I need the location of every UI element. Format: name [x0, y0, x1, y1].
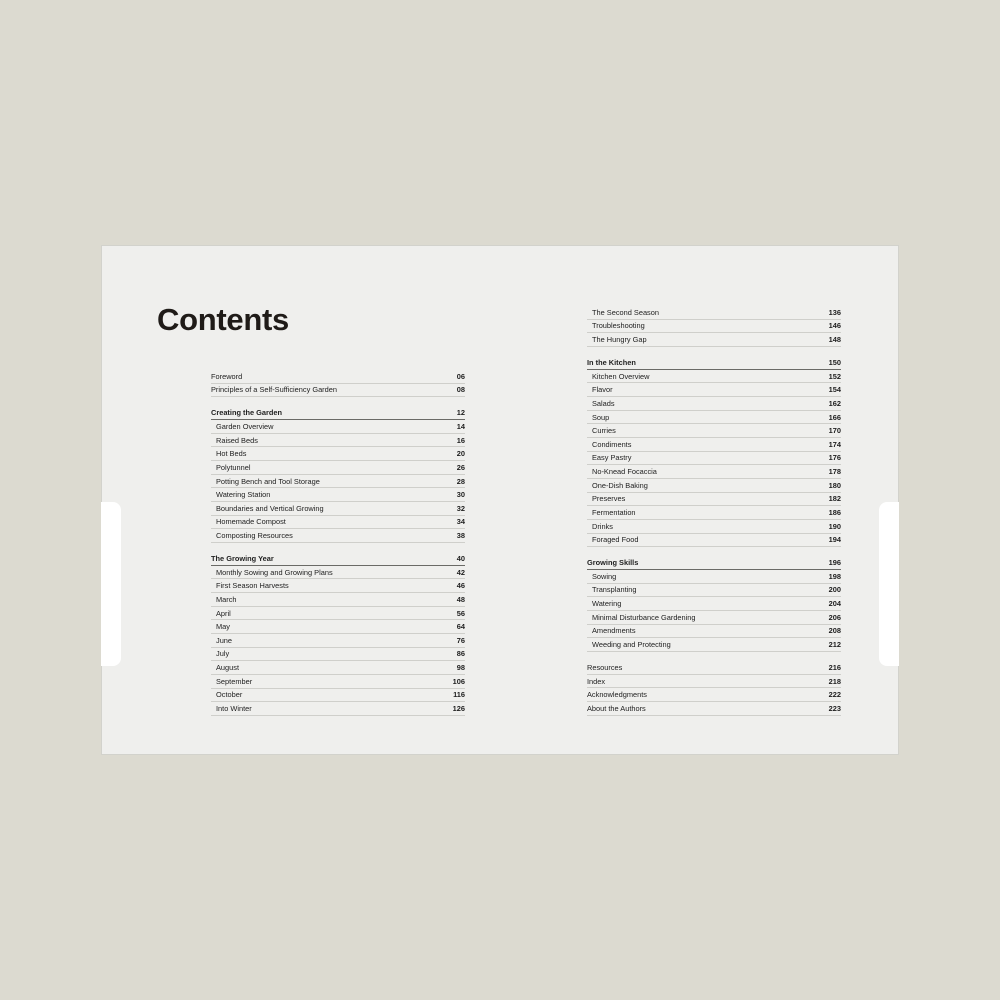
toc-page-number: 12 — [456, 408, 465, 418]
toc-column-left — [211, 370, 465, 716]
toc-page-number: 170 — [828, 426, 841, 436]
toc-page-number: 154 — [828, 385, 841, 395]
toc-entry[interactable] — [211, 566, 465, 580]
toc-entry[interactable] — [211, 593, 465, 607]
page-edge-tab-right — [879, 502, 899, 666]
toc-entry-label: Monthly Sowing and Growing Plans — [216, 567, 333, 577]
toc-entry-label: Foraged Food — [592, 535, 639, 545]
toc-page-number: 42 — [456, 567, 465, 577]
toc-page-number: 212 — [828, 640, 841, 650]
toc-entry[interactable] — [587, 584, 841, 598]
toc-entry-label: Amendments — [592, 626, 636, 636]
toc-entry-label: Preserves — [592, 494, 626, 504]
toc-entry[interactable] — [211, 702, 465, 716]
toc-entry[interactable] — [211, 516, 465, 530]
toc-entry-label: Sowing — [592, 571, 617, 581]
toc-entry-label: One-Dish Baking — [592, 480, 648, 490]
toc-page-number: 48 — [456, 594, 465, 604]
toc-entry[interactable] — [211, 661, 465, 675]
section-gap — [587, 347, 841, 356]
toc-entry[interactable] — [587, 479, 841, 493]
toc-page-number: 76 — [456, 635, 465, 645]
toc-entry[interactable] — [587, 702, 841, 716]
toc-page-number: 28 — [456, 476, 465, 486]
toc-entry[interactable] — [211, 420, 465, 434]
toc-entry-label: Into Winter — [216, 704, 252, 714]
toc-page-number: 38 — [456, 531, 465, 541]
toc-entry[interactable] — [211, 475, 465, 489]
toc-entry-label: August — [216, 663, 240, 673]
toc-entry-label: Fermentation — [592, 508, 636, 518]
page-edge-tab-left — [101, 502, 121, 666]
toc-entry[interactable] — [587, 597, 841, 611]
toc-section-heading[interactable] — [211, 552, 465, 566]
toc-entry-label: Creating the Garden — [211, 408, 283, 418]
toc-page-number: 26 — [456, 462, 465, 472]
toc-section-heading[interactable] — [587, 356, 841, 370]
toc-entry[interactable] — [211, 370, 465, 384]
toc-page-number: 06 — [456, 371, 465, 381]
toc-entry-label: Minimal Disturbance Gardening — [592, 612, 696, 622]
toc-entry-label: Index — [587, 676, 606, 686]
toc-page-number: 176 — [828, 453, 841, 463]
toc-page-number: 150 — [828, 357, 841, 367]
toc-entry[interactable] — [211, 634, 465, 648]
toc-entry-label: July — [216, 649, 230, 659]
toc-entry[interactable] — [587, 675, 841, 689]
toc-entry-label: Salads — [592, 398, 615, 408]
toc-entry-label: Drinks — [592, 521, 613, 531]
toc-entry[interactable] — [211, 529, 465, 543]
toc-entry-label: Soup — [592, 412, 610, 422]
toc-entry-label: Potting Bench and Tool Storage — [216, 476, 320, 486]
toc-entry-label: June — [216, 635, 233, 645]
toc-page-number: 116 — [453, 690, 465, 700]
toc-page-number: 46 — [456, 581, 465, 591]
toc-page-number: 196 — [828, 558, 841, 568]
toc-entry[interactable] — [587, 333, 841, 347]
toc-entry[interactable] — [211, 675, 465, 689]
toc-entry[interactable] — [587, 320, 841, 334]
toc-section-heading[interactable] — [587, 556, 841, 570]
toc-entry[interactable] — [211, 447, 465, 461]
toc-entry-label: Easy Pastry — [592, 453, 632, 463]
toc-entry[interactable] — [211, 689, 465, 703]
toc-page-number: 98 — [456, 663, 465, 673]
toc-entry-label: The Second Season — [592, 307, 659, 317]
toc-page-number: 146 — [828, 321, 841, 331]
toc-entry[interactable] — [211, 648, 465, 662]
toc-page-number: 86 — [456, 649, 465, 659]
toc-entry[interactable] — [587, 688, 841, 702]
toc-page-number: 222 — [828, 690, 841, 700]
toc-entry-label: The Growing Year — [211, 553, 274, 563]
toc-entry-label: Curries — [592, 426, 616, 436]
toc-page-number: 223 — [828, 703, 841, 713]
toc-entry-label: April — [216, 608, 231, 618]
toc-entry[interactable] — [587, 306, 841, 320]
toc-entry[interactable] — [211, 384, 465, 398]
toc-page-number: 64 — [456, 622, 465, 632]
toc-page-number: 206 — [828, 612, 841, 622]
toc-entry[interactable] — [587, 397, 841, 411]
toc-page-number: 186 — [828, 508, 841, 518]
toc-page-number: 08 — [456, 385, 465, 395]
toc-page-number: 40 — [456, 553, 465, 563]
toc-entry[interactable] — [587, 638, 841, 652]
toc-page-number: 178 — [828, 467, 841, 477]
toc-page-number: 14 — [456, 421, 465, 431]
toc-entry-label: Troubleshooting — [592, 321, 645, 331]
toc-entry[interactable] — [211, 579, 465, 593]
toc-entry-label: March — [216, 594, 237, 604]
toc-entry[interactable] — [587, 520, 841, 534]
toc-entry-label: In the Kitchen — [587, 357, 636, 367]
section-gap — [587, 547, 841, 556]
toc-entry[interactable] — [211, 461, 465, 475]
toc-entry[interactable] — [587, 611, 841, 625]
toc-page-number: 34 — [456, 517, 465, 527]
toc-entry[interactable] — [587, 506, 841, 520]
toc-entry[interactable] — [587, 493, 841, 507]
toc-entry-label: October — [216, 690, 243, 700]
toc-entry[interactable] — [587, 424, 841, 438]
toc-entry-label: Hot Beds — [216, 449, 247, 459]
toc-page-number: 56 — [456, 608, 465, 618]
toc-entry[interactable] — [587, 383, 841, 397]
toc-entry[interactable] — [211, 502, 465, 516]
toc-page-number: 180 — [828, 480, 841, 490]
toc-entry[interactable] — [587, 570, 841, 584]
toc-entry[interactable] — [587, 661, 841, 675]
toc-page-number: 16 — [456, 435, 465, 445]
toc-entry-label: Kitchen Overview — [592, 371, 650, 381]
toc-entry[interactable] — [587, 411, 841, 425]
toc-entry[interactable] — [211, 607, 465, 621]
toc-page-number: 126 — [452, 704, 465, 714]
toc-page-number: 218 — [828, 676, 841, 686]
toc-page-number: 136 — [828, 307, 841, 317]
toc-entry-label: September — [216, 676, 253, 686]
toc-column-right — [587, 306, 841, 716]
toc-section-heading[interactable] — [211, 406, 465, 420]
toc-entry-label: Foreword — [211, 371, 243, 381]
toc-entry-label: Boundaries and Vertical Growing — [216, 503, 324, 513]
toc-entry-label: Composting Resources — [216, 531, 293, 541]
toc-entry-label: Homemade Compost — [216, 517, 286, 527]
toc-entry-label: Flavor — [592, 385, 613, 395]
toc-page-number: 148 — [828, 335, 841, 345]
toc-entry-label: Growing Skills — [587, 558, 639, 568]
section-gap — [211, 543, 465, 552]
toc-entry[interactable] — [211, 620, 465, 634]
toc-page-number: 204 — [828, 599, 841, 609]
toc-entry[interactable] — [587, 370, 841, 384]
toc-entry-label: No-Knead Focaccia — [592, 467, 657, 477]
toc-page-number: 166 — [828, 412, 841, 422]
toc-page-number: 30 — [456, 490, 465, 500]
toc-entry-label: Watering Station — [216, 490, 271, 500]
toc-entry-label: Raised Beds — [216, 435, 258, 445]
toc-entry[interactable] — [587, 534, 841, 548]
toc-entry-label: Transplanting — [592, 585, 637, 595]
toc-entry[interactable] — [587, 465, 841, 479]
toc-page-number: 20 — [456, 449, 465, 459]
toc-entry-label: Watering — [592, 599, 622, 609]
toc-page-number: 174 — [828, 439, 841, 449]
toc-entry[interactable] — [587, 438, 841, 452]
toc-entry-label: Garden Overview — [216, 421, 274, 431]
toc-page-number: 152 — [828, 371, 841, 381]
toc-page-number: 198 — [828, 571, 841, 581]
toc-entry-label: First Season Harvests — [216, 581, 289, 591]
toc-page-number: 190 — [828, 521, 841, 531]
section-gap — [211, 397, 465, 406]
toc-entry-label: The Hungry Gap — [592, 335, 647, 345]
toc-entry-label: About the Authors — [587, 703, 646, 713]
toc-entry[interactable] — [587, 452, 841, 466]
toc-entry-label: Principles of a Self-Sufficiency Garden — [211, 385, 337, 395]
toc-entry[interactable] — [587, 625, 841, 639]
toc-page-number: 208 — [828, 626, 841, 636]
toc-entry[interactable] — [211, 434, 465, 448]
section-gap — [587, 652, 841, 661]
toc-page-number: 162 — [828, 398, 841, 408]
toc-entry-label: Polytunnel — [216, 462, 251, 472]
toc-page-number: 182 — [828, 494, 841, 504]
toc-entry-label: Condiments — [592, 439, 632, 449]
toc-page-number: 194 — [828, 535, 841, 545]
toc-page-number: 216 — [828, 662, 841, 672]
toc-entry-label: Acknowledgments — [587, 690, 647, 700]
toc-entry-label: Weeding and Protecting — [592, 640, 671, 650]
toc-page-number: 106 — [452, 676, 465, 686]
toc-entry-label: Resources — [587, 662, 623, 672]
toc-page-number: 32 — [456, 503, 465, 513]
toc-page-number: 200 — [828, 585, 841, 595]
toc-entry-label: May — [216, 622, 230, 632]
toc-entry[interactable] — [211, 488, 465, 502]
page-title: Contents — [157, 302, 289, 337]
